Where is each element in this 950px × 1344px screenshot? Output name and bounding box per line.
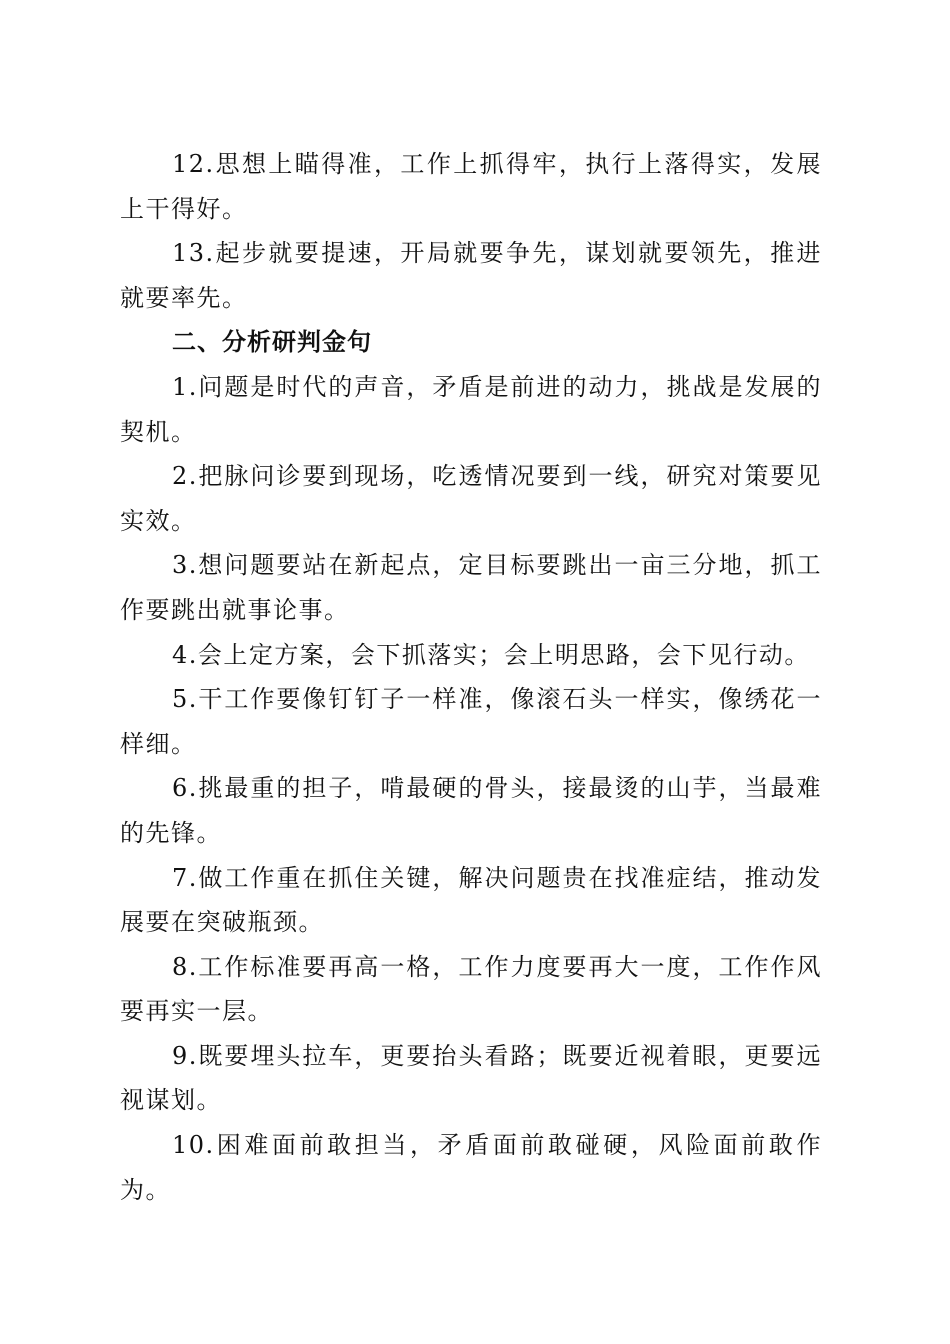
paragraph-item-3: 3.想问题要站在新起点，定目标要跳出一亩三分地，抓工作要跳出就事论事。 <box>120 551 822 624</box>
paragraph-item-6: 6.挑最重的担子，啃最硬的骨头，接最烫的山芋，当最难的先锋。 <box>120 774 822 847</box>
paragraph-item-2: 2.把脉问诊要到现场，吃透情况要到一线，研究对策要见实效。 <box>120 462 822 535</box>
document-page <box>120 142 822 1212</box>
paragraph-item-1: 1.问题是时代的声音，矛盾是前进的动力，挑战是发展的契机。 <box>120 372 822 446</box>
paragraph-item-5: 5.干工作要像钉钉子一样准，像滚石头一样实，像绣花一样细。 <box>120 685 822 758</box>
section-heading: 二、分析研判金句 <box>172 328 372 357</box>
paragraph-item-4: 4.会上定方案，会下抓落实；会上明思路，会下见行动。 <box>172 640 810 669</box>
paragraph-item-7: 7.做工作重在抓住关键，解决问题贵在找准症结，推动发展要在突破瓶颈。 <box>120 863 822 937</box>
paragraph-item-12: 12.思想上瞄得准，工作上抓得牢，执行上落得实，发展上干得好。 <box>120 150 822 223</box>
paragraph-item-13: 13.起步就要提速，开局就要争先，谋划就要领先，推进就要率先。 <box>120 239 822 312</box>
paragraph-item-9: 9.既要埋头拉车，更要抬头看路；既要近视着眼，更要远视谋划。 <box>120 1041 822 1115</box>
paragraph-item-8: 8.工作标准要再高一格，工作力度要再大一度，工作作风要再实一层。 <box>120 952 822 1026</box>
paragraph-item-10: 10.困难面前敢担当，矛盾面前敢碰硬，风险面前敢作为。 <box>120 1131 822 1204</box>
